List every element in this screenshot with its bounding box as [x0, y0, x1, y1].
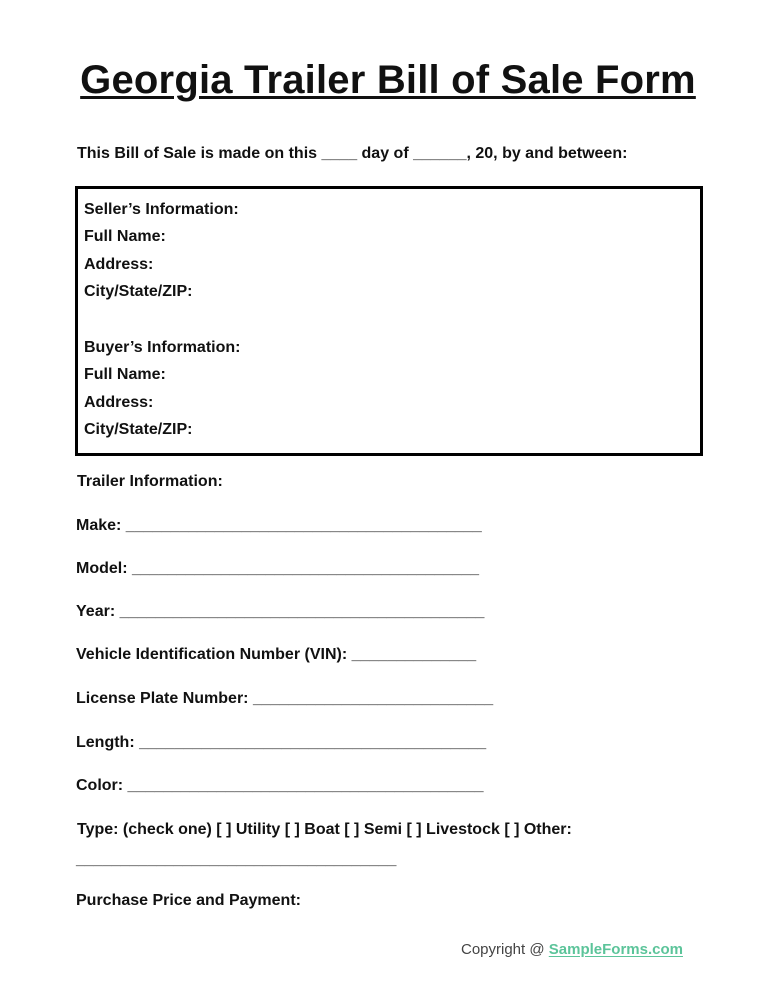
- seller-city-state-zip-label: City/State/ZIP:: [84, 283, 193, 300]
- color-field: Color: ________________________________________: [76, 777, 484, 794]
- purchase-heading: Purchase Price and Payment:: [76, 892, 301, 909]
- sampleforms-link[interactable]: SampleForms.com: [548, 941, 683, 958]
- year-field: Year: _________________________________________: [76, 603, 485, 620]
- seller-address-label: Address:: [84, 256, 154, 273]
- vin-field: Vehicle Identification Number (VIN): ______________: [76, 646, 477, 663]
- buyer-address-label: Address:: [84, 394, 154, 411]
- parties-box: [75, 186, 703, 456]
- license-plate-field: License Plate Number: ___________________________: [76, 690, 494, 707]
- copyright-prefix: Copyright @: [461, 941, 549, 958]
- seller-heading: Seller’s Information:: [84, 201, 239, 218]
- make-field: Make: ________________________________________: [76, 517, 482, 534]
- model-field: Model: _______________________________________: [76, 560, 480, 577]
- length-field: Length: _______________________________________: [76, 734, 487, 751]
- buyer-heading: Buyer’s Information:: [84, 339, 241, 356]
- copyright-notice: [461, 941, 683, 958]
- seller-full-name-label: Full Name:: [84, 228, 166, 245]
- trailer-heading: Trailer Information:: [77, 473, 223, 490]
- type-field: Type: (check one) [ ] Utility [ ] Boat [ ] Semi [ ] Livestock [ ] Other:: [77, 821, 572, 838]
- type-other-blank: ____________________________________: [76, 851, 397, 868]
- buyer-full-name-label: Full Name:: [84, 366, 166, 383]
- intro-line: This Bill of Sale is made on this ____ day of ______, 20, by and between:: [77, 145, 628, 162]
- form-title: Georgia Trailer Bill of Sale Form: [80, 58, 696, 102]
- buyer-city-state-zip-label: City/State/ZIP:: [84, 421, 193, 438]
